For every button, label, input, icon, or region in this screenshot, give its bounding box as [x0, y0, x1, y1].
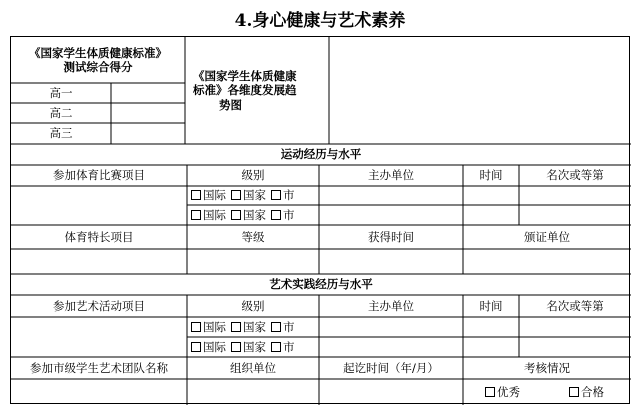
arts-organizer-header: 主办单位	[368, 298, 414, 313]
sports-level-header: 级别	[241, 168, 265, 183]
sports-level-option-international[interactable]: 国际	[191, 188, 226, 202]
score-header-line2: 测试综合得分	[63, 60, 133, 74]
troupe-name-header: 参加市级学生艺术团队名称	[30, 360, 168, 375]
checkbox-icon[interactable]	[191, 322, 201, 332]
sports-level-option-city[interactable]: 市	[271, 208, 295, 222]
specialty-grade-header: 等级	[241, 229, 265, 244]
arts-level-option-international[interactable]: 国际	[191, 320, 226, 334]
sports-rank-header: 名次或等第	[546, 168, 604, 183]
arts-level-options-row1	[187, 317, 319, 337]
troupe-org-header: 组织单位	[230, 360, 276, 375]
troupe-assessment-header: 考核情况	[524, 360, 570, 375]
checkbox-icon[interactable]	[231, 322, 241, 332]
sports-time-header: 时间	[479, 168, 503, 183]
specialty-entry-row[interactable]	[11, 249, 631, 274]
health-arts-form-table	[10, 36, 630, 404]
arts-activity-field[interactable]	[11, 317, 187, 357]
checkbox-icon[interactable]	[191, 210, 201, 220]
grade-label-2: 高二	[49, 105, 73, 120]
score-header-line1: 《国家学生体质健康标准》	[29, 45, 167, 60]
trend-chart-label	[185, 37, 329, 144]
sports-level-option-international[interactable]: 国际	[191, 208, 226, 222]
assessment-option-excellent[interactable]: 优秀	[485, 385, 520, 399]
arts-level-header: 级别	[241, 298, 265, 313]
checkbox-icon[interactable]	[569, 387, 579, 397]
trend-label-line2: 标准》各维度发展趋	[193, 83, 297, 98]
sports-level-option-national[interactable]: 国家	[231, 208, 266, 222]
grade-score-field-3[interactable]	[111, 123, 185, 144]
assessment-option-pass[interactable]: 合格	[569, 385, 604, 399]
checkbox-icon[interactable]	[231, 190, 241, 200]
grade-score-field-1[interactable]	[111, 83, 185, 103]
checkbox-icon[interactable]	[485, 387, 495, 397]
trend-label-line3: 势图	[219, 97, 242, 112]
specialty-issuer-header: 颁证单位	[524, 229, 570, 244]
arts-level-option-international[interactable]: 国际	[191, 340, 226, 354]
sports-level-option-national[interactable]: 国家	[231, 188, 266, 202]
grade-label-3: 高三	[49, 126, 73, 141]
checkbox-icon[interactable]	[271, 342, 281, 352]
checkbox-icon[interactable]	[191, 342, 201, 352]
arts-level-option-national[interactable]: 国家	[231, 340, 266, 354]
sports-level-options-row1	[187, 186, 319, 205]
sports-section-title: 运动经历与水平	[280, 147, 362, 162]
specialty-time-header: 获得时间	[368, 229, 414, 244]
checkbox-icon[interactable]	[191, 190, 201, 200]
checkbox-icon[interactable]	[231, 342, 241, 352]
checkbox-icon[interactable]	[231, 210, 241, 220]
troupe-assessment-options	[463, 379, 631, 405]
sports-event-field[interactable]	[11, 186, 187, 225]
sports-level-option-city[interactable]: 市	[271, 188, 295, 202]
fitness-score-header	[11, 37, 185, 83]
checkbox-icon[interactable]	[271, 190, 281, 200]
arts-level-option-city[interactable]: 市	[271, 320, 295, 334]
arts-level-option-national[interactable]: 国家	[231, 320, 266, 334]
arts-level-options-row2	[187, 337, 319, 357]
specialty-item-header: 体育特长项目	[64, 229, 134, 244]
sports-organizer-header: 主办单位	[368, 168, 414, 183]
arts-rank-header: 名次或等第	[546, 298, 604, 313]
arts-activity-header: 参加艺术活动项目	[53, 298, 145, 313]
trend-label-line1: 《国家学生体质健康	[193, 68, 297, 83]
arts-section-title: 艺术实践经历与水平	[269, 277, 373, 292]
grade-label-1: 高一	[49, 85, 73, 100]
trend-chart-area[interactable]	[329, 37, 631, 144]
arts-time-header: 时间	[479, 298, 503, 313]
arts-level-option-city[interactable]: 市	[271, 340, 295, 354]
sports-event-header: 参加体育比赛项目	[53, 168, 145, 183]
checkbox-icon[interactable]	[271, 210, 281, 220]
troupe-period-header: 起讫时间（年/月）	[343, 360, 439, 375]
checkbox-icon[interactable]	[271, 322, 281, 332]
page-title: 4.身心健康与艺术素养	[234, 11, 406, 31]
grade-score-field-2[interactable]	[111, 103, 185, 123]
sports-level-options-row2	[187, 205, 319, 225]
